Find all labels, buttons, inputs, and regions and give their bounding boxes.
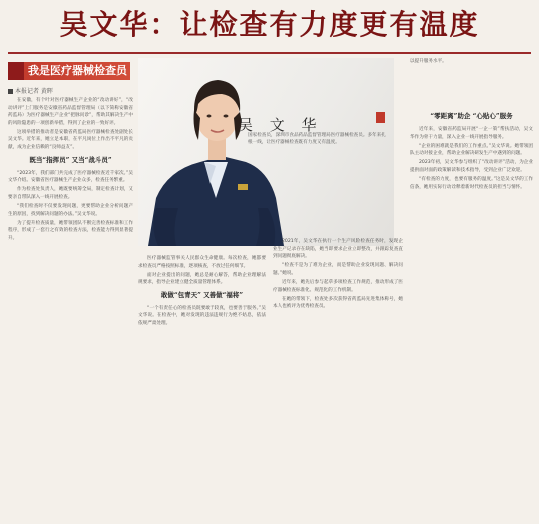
portrait-name-text: 吴 文 华 (238, 116, 323, 134)
paragraph: 作为检查处负责人，她既要统筹全局，制定检查计划，又要亲自带队深入一线开展检查。 (8, 187, 133, 200)
paragraph: 近年来，她先后参与起草多项检查工作规范，推动形成了医疗器械检查标准化、规范化的工作机制。 (273, 279, 403, 293)
byline-text: 本报记者 黄晖 (15, 88, 53, 95)
column-d-top-tail: 以提升服务水平。 (410, 59, 447, 64)
paragraph: “我们检查时不仅要发现问题，更要帮助企业分析问题产生的原因，找到解决问题的办法。”吴文华说。 (8, 204, 133, 217)
section-subhead: 敢做“包青天” 又善做“福将” (160, 290, 244, 299)
banner-flag-icon (8, 62, 24, 80)
paragraph: “有检查的力度，也要有服务的温度。”这是吴文华的工作信条，她用实际行动诠释着新时代检查员的担当与情怀。 (410, 177, 533, 190)
byline (8, 86, 53, 95)
paragraph: 2021年，吴文华在执行一个生产风险检查任务时，发现企业生产记录存在缺陷，她当即要求企业立即整改，并跟踪复查直到问题彻底解决。 (273, 239, 403, 260)
paragraph: “检查不是为了难为企业，而是帮助企业发现问题、解决问题。”她说。 (273, 263, 403, 276)
paragraph: 这项举措的推动者是安徽省药监局医疗器械检查处副处长吴文华。近年来，她立足本职，在平凡岗位上作出不平凡的贡献，成为企业信赖的“良师益友”。 (8, 129, 133, 151)
column-a (8, 97, 133, 244)
portrait-photo (138, 58, 394, 246)
column-c (273, 238, 403, 312)
paragraph: “一个有责任心的检查员既要敢于较真，也要善于服务。”吴文华说。在检查中，她对发现的违法违规行为绝不姑息，依法依规严肃处理。 (138, 305, 266, 327)
seal-stamp-icon (376, 112, 385, 123)
section-subhead: 既当“指挥员” 又当“战斗员” (29, 155, 112, 164)
column-banner (8, 62, 130, 80)
photo-caption: 国家检查员，深圳市食品药品监督管理局医疗器械检查员。多年来扎根一线，让医疗器械检查既有力度又有温度。 (248, 133, 386, 146)
paragraph: “企业的困难就是我们的工作重点。”吴文华说。她带领团队主动对接企业，帮助企业解决研发生产中遇到的问题。 (410, 143, 533, 157)
paragraph: 为了提升检查质量，她带领团队不断完善检查标准和工作程序，形成了一套行之有效的检查方法，检查能力得到显著提升。 (8, 220, 133, 241)
article-headline: 吴文华：让检查有力度更有温度 (59, 8, 480, 41)
section-subhead: “零距离”助企 “心贴心”服务 (430, 112, 513, 120)
paragraph: 医疗器械监管事关人民群众生命健康。每次检查，她都要求检查员严格按照标准，逐项核查，不放过任何细节。 (138, 256, 266, 269)
paragraph: 2023年初，吴文华参与组织了“改动讲评”活动，为企业提供面对面的政策解读和技术指导，受到企业广泛欢迎。 (410, 160, 533, 173)
paragraph: 在安徽，有个叶对医疗器械生产企业的“改动讲好”，“改动讲评”上门服务是安徽省药品监督管理局（以下简称安徽省药监局）为医疗器械生产企业“把脉问诊”，帮助其解决生产中的风险隐患的一项创新举措，得到了企业的一致好评。 (8, 98, 133, 126)
paragraph: “2023年，我们部门共完成了医疗器械检查近千家次。”吴文华介绍。安徽省医疗器械生产企业众多，检查任务繁重。 (8, 170, 133, 184)
column-b (138, 255, 266, 329)
paragraph: 在她的带领下，检查处多次获得省药监局先进集体称号，她本人也被评为优秀检查员。 (273, 296, 403, 310)
paragraph: 近年来，安徽省药监局开展“一企一策”帮扶活动，吴文华作为骨干力量，深入企业一线开展指导服务。 (410, 127, 533, 140)
column-d (410, 108, 533, 193)
paragraph: 面对企业提出的问题，她总是耐心解答，帮助企业理解法规要求，指导企业建立健全质量管理体系。 (138, 272, 266, 286)
headline-rule (8, 52, 531, 54)
column-banner-label: 我是医疗器械检查员 (28, 64, 127, 77)
byline-square-icon (8, 89, 13, 94)
